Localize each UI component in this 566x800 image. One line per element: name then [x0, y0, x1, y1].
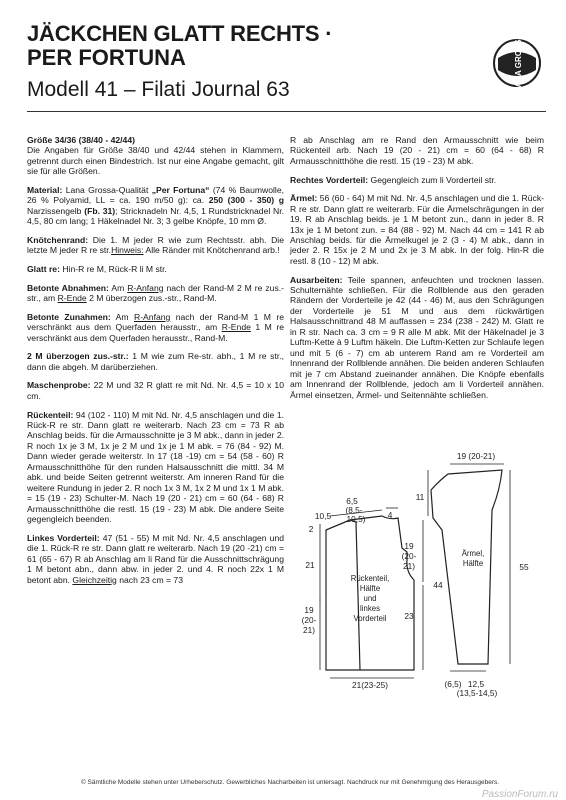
body-label-3: und	[363, 594, 377, 603]
linkes-continued-text: R ab Anschlag am re Rand den Armausschnitt wie beim Rückenteil arb. Nach 19 (20 - 21) cm = 60 (64 - 68) R Armausschnitthöhe die restl. 15 (19 - 23) M abk.	[290, 135, 544, 166]
zunahmen-text-1: Am	[110, 311, 134, 322]
front-neck-line	[326, 520, 360, 670]
groesse-heading: Größe 34/36 (38/40 - 42/44)	[27, 135, 135, 145]
header-rule	[27, 111, 546, 112]
maschenprobe-heading: Maschenprobe:	[27, 380, 91, 391]
left-column	[27, 135, 284, 593]
dim-sleeve-1351: (13,5-14,5)	[456, 688, 498, 698]
sleeve-label-1: Ärmel,	[461, 549, 485, 558]
copyright-footer: © Sämtliche Modelle stehen unter Urheberschutz. Gewerbliches Nacharbeiten ist untersagt. Nachdruck nur mit Genehmigung des Herausgebers.	[80, 779, 500, 786]
knoetchen-heading: Knötchenrand:	[27, 235, 89, 245]
watermark: PassionForum.ru	[481, 789, 558, 800]
dim-armhole-20: (20-	[401, 551, 417, 561]
material-text-3: Narzissengelb	[27, 205, 85, 216]
dim-sleeve-44: 44	[433, 580, 443, 590]
section-zunahmen	[27, 312, 284, 343]
dim-armhole-19: 19	[404, 541, 414, 551]
dim-shoulder-85: (8,5-	[345, 505, 363, 515]
page-subtitle: Modell 41 – Filati Journal 63	[27, 78, 290, 101]
page-title-line1: JÄCKCHEN GLATT RECHTS ·	[27, 21, 333, 46]
section-ueberzogen	[27, 351, 284, 372]
dim-front-21: 21	[305, 560, 315, 570]
dim-sleeve-55: 55	[519, 562, 529, 572]
knoetchen-text-1: Die 1. M jeder R wie zum Rechtsstr. abh. Die letzte M jeder R re str.	[27, 235, 284, 256]
zunahmen-text-3: 1 M re verschränkt aus dem Querfaden herausstr., Rand-M.	[27, 322, 284, 343]
ausarbeiten-text: Teile spannen, anfeuchten und trocknen lassen. Schulternähte schließen. Für die Rollblende aus den geraden Rändern der Vorderteile je 42 (44 - 46) M, aus den Schrägungen der Vorderteile je 51 M und aus dem rückwärtigen Halsausschnittrand 48 M auffassen = 234 (238 - 242) M. Glatt re in R str. Nach ca. 3 cm = 9 R alle M abk. Mit der Häkelnadel je 3 Luftm-Kette à 9 Luftm häkeln. Die Luftm-Ketten zur Schlaufe legen und mit 5 (6 - 7) cm ab unterem Rand am re Vorderteil am Innenrand der Rollblende annähen. Die beiden anderen Schlaufen mit je 7 cm Abstand zueinander annähen. Die Knöpfe ebenfalls am Innenrand der Rollblende, jedoch am li Vorderteil annähen. Ärmel einsetzen, Ärmel- und Seitennähte schließen.	[290, 274, 544, 400]
schematic-diagram	[290, 451, 556, 770]
dim-sleeve-65: (6,5)	[444, 679, 462, 689]
ueberzogen-text: 1 M wie zum Re-str. abh., 1 M re str., dann die abgeh. M darüberziehen.	[27, 351, 284, 372]
rechtes-text: Gegengleich zum li Vorderteil str.	[368, 174, 497, 185]
section-rueckenteil	[27, 410, 284, 525]
section-rechtes-vorderteil	[290, 175, 544, 185]
material-heading: Material:	[27, 185, 63, 195]
knoetchen-text-2: Alle Ränder mit Knötchenrand arb.!	[143, 245, 280, 256]
section-ausarbeiten	[290, 275, 544, 400]
material-amount: 250 (300 - 350) g	[208, 195, 284, 206]
section-aermel	[290, 193, 544, 266]
dim-sleeve-11: 11	[415, 492, 425, 502]
material-text-4: ; Stricknadeln Nr. 4,5, 1 Rundstricknadel Nr. 4,5, 80 cm lang; 1 Häkelnadel Nr. 3; 3 gelbe Knöpfe, 10 mm Ø.	[27, 205, 284, 227]
logo-text: LANA GROSSA	[514, 33, 523, 93]
material-text-2: (74 % Baumwolle, 26 % Polyamid, LL = ca. 190 m/50 g): ca.	[27, 185, 284, 206]
section-abnahmen	[27, 283, 284, 304]
ausarbeiten-heading: Ausarbeiten:	[290, 274, 343, 285]
aermel-text: 56 (60 - 64) M mit Nd. Nr. 4,5 anschlagen und die 1. Rück-R re str. Dann glatt re weiterarb. Für die Ärmelschrägungen in der 19. R ab Anschlag beids. je 1 M betont zun., dann in jeder 8. R 13x je 1 M betont zun. = 84 (88 - 92) M. Nach 44 cm = 141 R ab Anschlag beids. für die Ärmelkugel je 2 (3 - 4) M abk., dann in jeder 2. R 15x je 2 M und 2x je 3 M abk. In der folg. Hin-R die restl. 8 (10 - 12) M abk.	[290, 193, 544, 266]
dim-neck-105: 10,5	[314, 511, 332, 521]
dim-shoulder-105: 10,5)	[346, 514, 366, 524]
rechtes-heading: Rechtes Vorderteil:	[290, 174, 369, 185]
body-outline	[326, 516, 414, 670]
dim-sleeve-125: 12,5	[467, 679, 485, 689]
abnahmen-text-3: 2 M überzogen zus.-str., Rand-M.	[86, 293, 217, 304]
dim-armhole-21: 21)	[403, 561, 415, 571]
abnahmen-r-ende: R-Ende	[57, 293, 87, 304]
body-label-2: Hälfte	[359, 584, 381, 593]
knoetchen-hinweis: Hinweis:	[111, 245, 144, 256]
body-label-1: Rückenteil,	[350, 574, 390, 583]
zunahmen-text-2: nach der Rand-M 1 M re verschränkt aus dem Querfaden herausstr., am	[27, 311, 284, 333]
zunahmen-heading: Betonte Zunahmen:	[27, 311, 111, 322]
aermel-heading: Ärmel:	[290, 193, 318, 204]
zunahmen-r-anfang: R-Anfang	[133, 311, 171, 322]
dim-side-23: 23	[404, 611, 414, 621]
dim-front-21b: 21)	[303, 625, 315, 635]
abnahmen-r-anfang: R-Anfang	[127, 282, 164, 293]
section-material	[27, 185, 284, 227]
material-yarn: „Per Fortuna“	[151, 185, 210, 195]
abnahmen-text-1: Am	[108, 282, 128, 293]
ueberzogen-heading: 2 M überzogen zus.-str.:	[27, 351, 129, 362]
page-title-line2: PER FORTUNA	[27, 45, 186, 70]
linkes-gleichzeitig: Gleichzeitig	[72, 574, 117, 585]
groesse-text: Die Angaben für Größe 38/40 und 42/44 stehen in Klammern, getrennt durch einen Bindestrich. Ist nur eine Angabe gemacht, gilt sie für alle Größen.	[27, 145, 284, 177]
linkes-text-1: 47 (51 - 55) M mit Nd. Nr. 4,5 anschlagen und die 1. Rück-R re str. Dann glatt re weiterarb. Nach 19 (20 -21) cm = 61 (65 - 67) R ab Anschlag am li Rand für die Ausschnittschrägung 1 M betont abn., dann abw. in jeder 2. und 4. R noch 22x 1 M betont abn.	[27, 532, 284, 585]
material-text-1: Lana Grossa-Qualität	[62, 185, 152, 195]
lana-grossa-logo	[492, 33, 542, 93]
section-maschenprobe	[27, 380, 284, 401]
dim-shoulder-65: 6,5	[346, 496, 358, 506]
dim-sleeve-top: 19 (20-21)	[456, 451, 496, 461]
body-label-5: Vorderteil	[353, 614, 387, 623]
dim-front-20: (20-	[301, 615, 317, 625]
dim-front-19: 19	[304, 605, 314, 615]
linkes-heading: Linkes Vorderteil:	[27, 532, 100, 543]
section-linkes-cont	[290, 135, 544, 166]
dim-neck-2: 2	[308, 524, 314, 534]
zunahmen-r-ende: R-Ende	[221, 322, 251, 333]
section-glatt	[27, 264, 284, 274]
section-linkes-vorderteil	[27, 533, 284, 585]
abnahmen-heading: Betonte Abnahmen:	[27, 282, 109, 293]
section-knoetchenrand	[27, 235, 284, 256]
dim-neck-4: 4	[387, 510, 393, 520]
maschenprobe-text: 22 M und 32 R glatt re mit Nd. Nr. 4,5 = 10 x 10 cm.	[27, 380, 284, 401]
section-groesse	[27, 135, 284, 177]
linkes-text-2: nach 23 cm = 73	[116, 574, 183, 585]
dim-width-bottom: 21(23-25)	[352, 680, 388, 690]
right-column	[290, 135, 544, 408]
abnahmen-text-2: nach der Rand-M 2 M re zus.-str., am	[27, 282, 284, 304]
glatt-heading: Glatt re:	[27, 264, 60, 275]
body-label-4: linkes	[360, 604, 380, 613]
ruecken-text: 94 (102 - 110) M mit Nd. Nr. 4,5 anschlagen und die 1. Rück-R re str. Dann glatt re weiterarb. Nach 23 cm = 73 R ab Anschlag beids. für die Armausschnitte je 3 M abk., dann in jeder 2. R noch 1x je 3 M, 1x je 2 M und 1x je 1 M abk. = 76 (84 - 92) M. Dann wieder gerade weiterstr. In 17 (18 -19) cm = 54 (58 - 60) R Armausschnitthöhe für den runden Halsausschnitt die mittl. 34 M abk. und beide Seiten getrennt weiterstr. Am inneren Rand für die weitere Rundung in jeder 2. R noch 1x 3 M, 1x 2 M und 1x 1 M abk. = 15 (19 - 23) Schulter-M. Nach 19 (20 - 21) cm = 60 (64 - 68) R Armausschnitthöhe die restl. 15 (19 - 23) M abk. Die andere Seite gegengleich beenden.	[27, 409, 284, 525]
material-color: (Fb. 31)	[84, 205, 116, 216]
glatt-text: Hin-R re M, Rück-R li M str.	[59, 264, 167, 275]
sleeve-label-2: Hälfte	[462, 559, 484, 568]
ruecken-heading: Rückenteil:	[27, 409, 74, 420]
